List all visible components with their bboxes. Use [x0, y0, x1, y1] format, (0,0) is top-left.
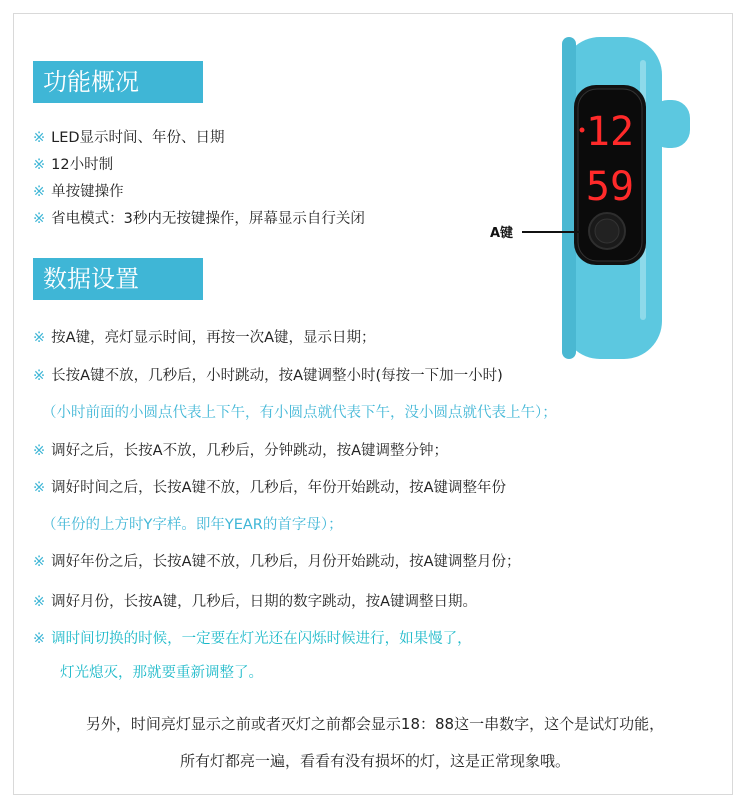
- section-title-features: 功能概况: [33, 61, 203, 103]
- watch-side-nub: [650, 100, 690, 148]
- footer-line-1: 另外，时间亮灯显示之前或者灭灯之前都会显示18：88这一串数字，这个是试灯功能，: [85, 715, 665, 733]
- bullet-mark: ※: [33, 368, 46, 384]
- setting-note: （小时前面的小圆点代表上下午，有小圆点就代表下午，没小圆点就代表上午）；: [42, 405, 557, 421]
- watch-hour-digits: 12: [585, 109, 635, 155]
- pm-dot: [580, 128, 585, 133]
- bullet-mark: ※: [33, 157, 46, 173]
- bullet-mark: ※: [33, 130, 46, 146]
- bullet-mark: ※: [33, 631, 46, 647]
- bullet-mark: ※: [33, 594, 46, 610]
- feature-item: ※ 12小时制: [33, 157, 114, 173]
- bullet-mark: ※: [33, 480, 46, 496]
- setting-line: ※ 调好之后，长按A不放，几秒后，分钟跳动，按A键调整分钟；: [33, 443, 448, 459]
- a-key-pointer: [522, 231, 580, 233]
- setting-line: ※ 调好月份，长按A键，几秒后，日期的数字跳动，按A键调整日期。: [33, 594, 477, 610]
- setting-note: （年份的上方时Y字样。即年YEAR的首字母）；: [42, 517, 343, 533]
- footer-line-2: 所有灯都亮一遍，看看有没有损坏的灯，这是正常现象哦。: [179, 752, 570, 770]
- setting-line: ※ 按A键，亮灯显示时间，再按一次A键，显示日期；: [33, 330, 376, 346]
- feature-item: ※ 单按键操作: [33, 184, 124, 200]
- setting-warning: ※ 调时间切换的时候，一定要在灯光还在闪烁时候进行，如果慢了，: [33, 631, 472, 647]
- feature-item: ※ 省电模式：3秒内无按键操作，屏幕显示自行关闭: [33, 211, 365, 227]
- bullet-mark: ※: [33, 184, 46, 200]
- section-title-settings: 数据设置: [33, 258, 203, 300]
- setting-line: ※ 长按A键不放，几秒后，小时跳动，按A键调整小时(每按一下加一小时): [33, 368, 503, 384]
- bullet-mark: ※: [33, 554, 46, 570]
- setting-line: ※ 调好时间之后，长按A键不放，几秒后，年份开始跳动，按A键调整年份: [33, 480, 506, 496]
- bullet-mark: ※: [33, 211, 46, 227]
- bullet-mark: ※: [33, 330, 46, 346]
- watch-minute-digits: 59: [585, 164, 635, 210]
- setting-warning-cont: 灯光熄灭，那就要重新调整了。: [60, 665, 263, 681]
- feature-item: ※ LED显示时间、年份、日期: [33, 130, 225, 146]
- a-key-label: A键: [490, 226, 514, 241]
- bullet-mark: ※: [33, 443, 46, 459]
- setting-line: ※ 调好年份之后，长按A键不放，几秒后，月份开始跳动，按A键调整月份；: [33, 554, 521, 570]
